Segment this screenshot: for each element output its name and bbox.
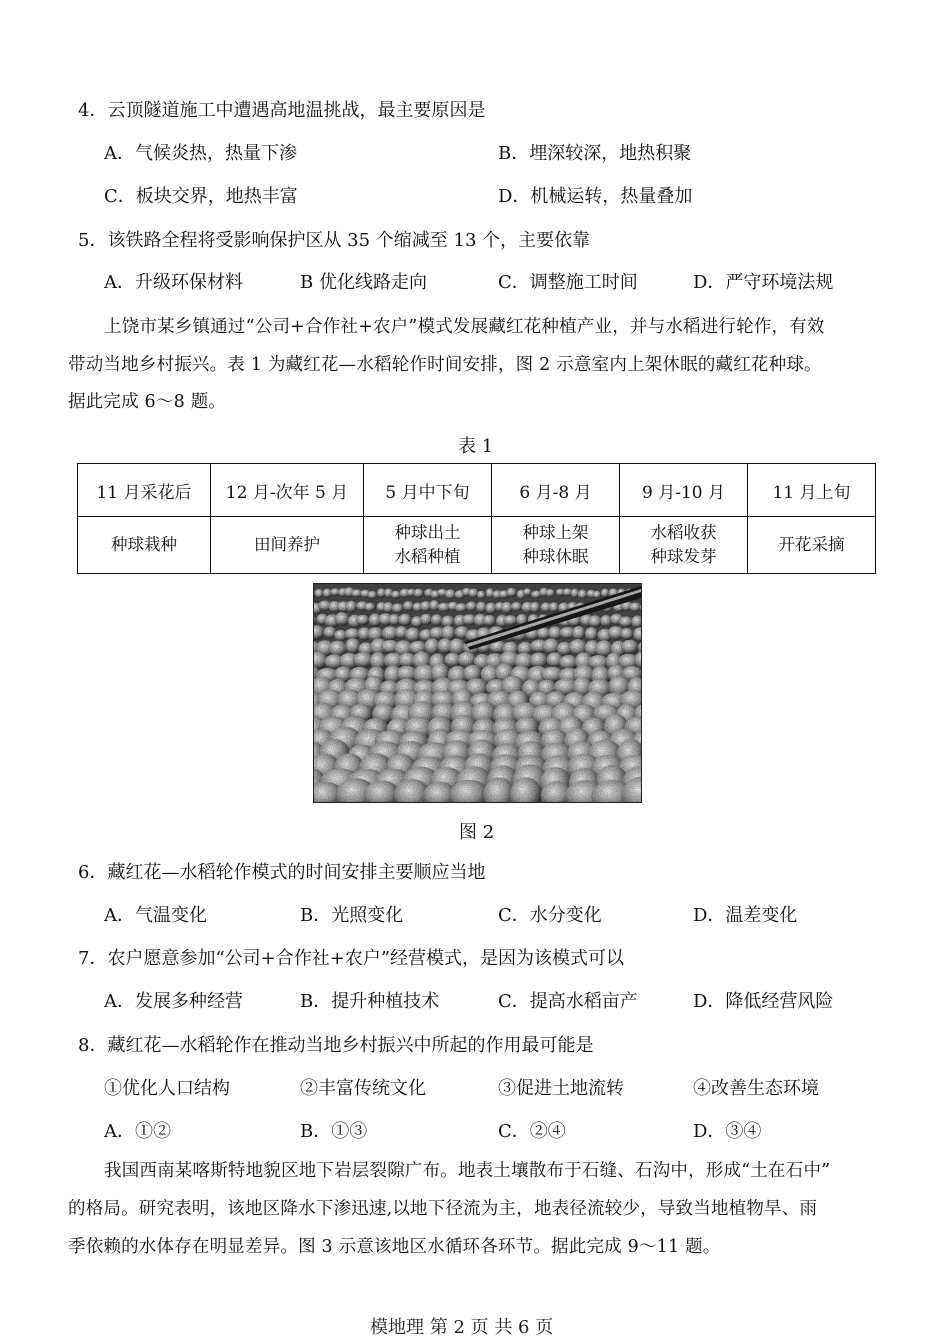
q8-option-b: B．①③ [300, 1121, 368, 1142]
q6-option-c: C．水分变化 [498, 905, 602, 926]
passage1-line-3: 据此完成 6～8 题。 [68, 392, 227, 412]
table1-header-cell: 9 月-10 月 [620, 464, 748, 517]
table1-cell [364, 517, 492, 574]
table1-cell [211, 517, 364, 574]
table1-cell-line: 开花采摘 [778, 535, 845, 554]
table1-body-row [78, 517, 876, 574]
table1-cell [748, 517, 876, 574]
q8-option-a: A．①② [104, 1121, 171, 1142]
q7-option-c: C．提高水稻亩产 [498, 991, 638, 1012]
passage1-line-2: 带动当地乡村振兴。表 1 为藏红花—水稻轮作时间安排，图 2 示意室内上架休眠的藏红花种球。 [68, 355, 822, 375]
q7-option-a: A．发展多种经营 [104, 991, 243, 1012]
q4-stem: 4．云顶隧道施工中遭遇高地温挑战，最主要原因是 [78, 100, 486, 121]
q7-option-d: D．降低经营风险 [693, 991, 834, 1012]
table1-cell [78, 517, 211, 574]
page-footer: 模地理 第 2 页 共 6 页 [370, 1317, 554, 1338]
q8-item-1: ①优化人口结构 [104, 1078, 230, 1099]
q6-option-a: A．气温变化 [104, 905, 207, 926]
table1-cell-line: 种球休眠 [522, 547, 589, 566]
table1-cell [492, 517, 620, 574]
q4-option-a: A．气候炎热，热量下渗 [104, 143, 297, 164]
table1-cell [620, 517, 748, 574]
q8-option-c: C．②④ [498, 1121, 566, 1142]
q7-stem: 7．农户愿意参加“公司+合作社+农户”经营模式，是因为该模式可以 [78, 948, 625, 969]
passage2-line-2: 的格局。研究表明，该地区降水下渗迅速,以地下径流为主，地表径流较少，导致当地植物旱、雨 [68, 1199, 818, 1219]
q7-option-b: B．提升种植技术 [300, 991, 440, 1012]
passage1-line-1: 上饶市某乡镇通过“公司+合作社+农户”模式发展藏红花种植产业，并与水稻进行轮作，有效 [104, 317, 825, 337]
table1-cell-line: 种球发芽 [650, 547, 717, 566]
table1-header-cell: 12 月-次年 5 月 [211, 464, 364, 517]
table1-cell-line: 种球栽种 [111, 535, 177, 554]
q4-option-c: C．板块交界，地热丰富 [104, 186, 298, 207]
q8-item-3: ③促进土地流转 [498, 1078, 624, 1099]
table1-header-cell: 6 月-8 月 [492, 464, 620, 517]
q5-option-a: A．升级环保材料 [104, 272, 243, 293]
table1-cell-line: 种球上架 [522, 523, 589, 542]
table1-cell-line: 水稻收获 [650, 523, 717, 542]
q8-stem: 8．藏红花—水稻轮作在推动当地乡村振兴中所起的作用最可能是 [78, 1035, 594, 1056]
figure2-caption: 图 2 [459, 822, 495, 843]
q5-option-d: D．严守环境法规 [693, 272, 834, 293]
passage2-line-1: 我国西南某喀斯特地貌区地下岩层裂隙广布。地表土壤散布于石缝、石沟中，形成“土在石中” [104, 1161, 831, 1181]
table1-header-cell: 11 月采花后 [78, 464, 211, 517]
q5-stem: 5．该铁路全程将受影响保护区从 35 个缩减至 13 个，主要依靠 [78, 230, 591, 251]
table1-header-row [78, 464, 876, 517]
q6-option-d: D．温差变化 [693, 905, 798, 926]
table1-cell-line: 水稻种植 [394, 547, 461, 566]
table1-cell-line: 种球出土 [394, 523, 461, 542]
table1-title: 表 1 [458, 436, 494, 457]
passage2-line-3: 季依赖的水体存在明显差异。图 3 示意该地区水循环各环节。据此完成 9～11 题。 [68, 1237, 721, 1257]
q8-option-d: D．③④ [693, 1121, 762, 1142]
q6-option-b: B．光照变化 [300, 905, 404, 926]
q5-option-b: B 优化线路走向 [300, 272, 427, 293]
q8-item-4: ④改善生态环境 [693, 1078, 819, 1099]
q5-option-c: C．调整施工时间 [498, 272, 638, 293]
q8-item-2: ②丰富传统文化 [300, 1078, 426, 1099]
table1-header-cell: 11 月上旬 [748, 464, 876, 517]
table1-header-cell: 5 月中下旬 [364, 464, 492, 517]
q6-stem: 6．藏红花—水稻轮作模式的时间安排主要顺应当地 [78, 862, 486, 883]
saffron-corms-photo [313, 583, 642, 803]
q4-option-b: B．埋深较深，地热积聚 [498, 143, 692, 164]
q4-option-d: D．机械运转，热量叠加 [498, 186, 693, 207]
table1 [77, 463, 876, 574]
table1-cell-line: 田间养护 [254, 535, 320, 554]
